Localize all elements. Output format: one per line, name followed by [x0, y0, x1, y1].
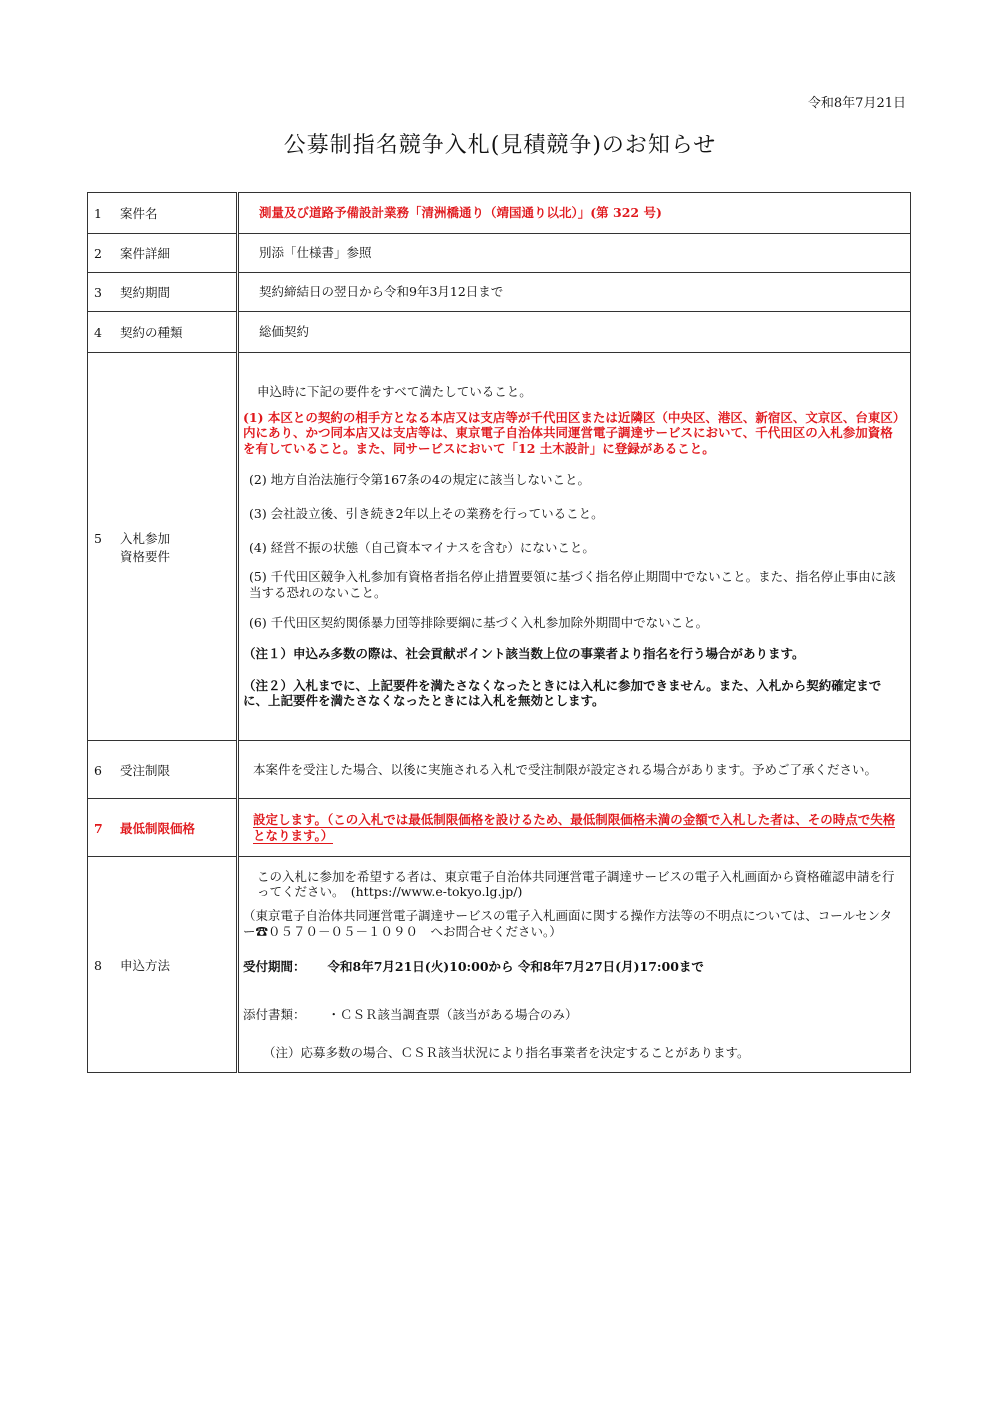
- qualification-item-3: (3) 会社設立後、引き続き2年以上その業務を行っていること。: [249, 506, 604, 522]
- application-note: （注）応募多数の場合、ＣＳＲ該当状況により指名事業者を決定することがあります。: [263, 1044, 750, 1060]
- qualification-intro: 申込時に下記の要件をすべて満たしていること。: [257, 383, 532, 399]
- application-text-2: （東京電子自治体共同運営電子調達サービスの電子入札画面に関する操作方法等の不明点については、コールセンター☎０５７０－０５－１０９０ へお問合せください。）: [243, 908, 893, 939]
- value-case-name: 測量及び道路予備設計業務「清洲橋通り（靖国通り以北）」(第 322 号): [238, 193, 911, 234]
- qualification-note-2: （注２）入札までに、上記要件を満たさなくなったときには入札に参加できません。また、入札から契約確定までに、上記要件を満たさなくなったときには入札を無効とします。: [243, 677, 882, 709]
- value-contract-type: 総価契約: [238, 312, 911, 353]
- row-qualification: [88, 353, 911, 741]
- value-order-restriction: 本案件を受注した場合、以後に実施される入札で受注制限が設定される場合があります。予めご了承ください。: [238, 741, 911, 799]
- row-order-restriction: [88, 741, 911, 799]
- row-case-name: [88, 193, 911, 234]
- qualification-item-6: (6) 千代田区契約関係暴力団等排除要綱に基づく入札参加除外期間中でないこと。: [249, 614, 709, 630]
- label-contract-period: 3 契約期間: [88, 273, 238, 312]
- label-case-name: 1 案件名: [88, 193, 238, 234]
- row-case-detail: [88, 234, 911, 273]
- application-text-1: この入札に参加を希望する者は、東京電子自治体共同運営電子調達サービスの電子入札画面から資格確認申請を行ってください。 (https://www.e-tokyo.lg.jp/): [257, 868, 895, 900]
- qualification-item-1: (1) 本区との契約の相手方となる本店又は支店等が千代田区または近隣区（中央区、港区、新宿区、文京区、台東区）内にあり、かつ同本店又は支店等は、東京電子自治体共同運営電子調達サービスにおいて、千代田区の入札参加資格を有していること。また、同サービスにおいて「12 土木設計」に登録があること。: [243, 409, 900, 456]
- value-case-detail: 別添「仕様書」参照: [238, 234, 911, 273]
- qualification-item-4: (4) 経営不振の状態（自己資本マイナスを含む）にないこと。: [249, 539, 595, 555]
- label-contract-type: 4 契約の種類: [88, 312, 238, 353]
- application-attachment: 添付書類： ・ＣＳＲ該当調査票（該当がある場合のみ）: [243, 1006, 578, 1022]
- qualification-note-1: （注１）申込み多数の際は、社会貢献ポイント該当数上位の事業者より指名を行う場合があります。: [243, 646, 805, 662]
- page-title: 公募制指名競争入札(見積競争)のお知らせ: [283, 133, 717, 158]
- value-application: [238, 857, 911, 1073]
- label-qualification: 5 入札参加 資格要件: [88, 353, 238, 741]
- qualification-item-5: (5) 千代田区競争入札参加有資格者指名停止措置要領に基づく指名停止期間中でないこと。また、指名停止事由に該当する恐れのないこと。: [249, 569, 896, 600]
- label-order-restriction: 6 受注制限: [88, 741, 238, 799]
- qualification-item-2: (2) 地方自治法施行令第167条の4の規定に該当しないこと。: [249, 472, 590, 488]
- application-period: 受付期間： 令和8年7月21日(火)10:00から 令和8年7月27日(月)17:00まで: [243, 959, 704, 975]
- label-case-detail: 2 案件詳細: [88, 234, 238, 273]
- value-contract-period: 契約締結日の翌日から令和9年3月12日まで: [238, 273, 911, 312]
- value-qualification: [238, 353, 911, 741]
- row-application: [88, 857, 911, 1073]
- row-contract-type: [88, 312, 911, 353]
- row-contract-period: [88, 273, 911, 312]
- label-minimum-price: 7 最低制限価格: [88, 799, 238, 857]
- notice-date: 令和8年7月21日: [807, 96, 906, 111]
- row-minimum-price: [88, 799, 911, 857]
- value-minimum-price: 設定します。（この入札では最低制限価格を設けるため、最低制限価格未満の金額で入札した者は、その時点で失格となります。）: [238, 799, 911, 857]
- label-application: 8 申込方法: [88, 857, 238, 1073]
- notice-table: [87, 192, 911, 1073]
